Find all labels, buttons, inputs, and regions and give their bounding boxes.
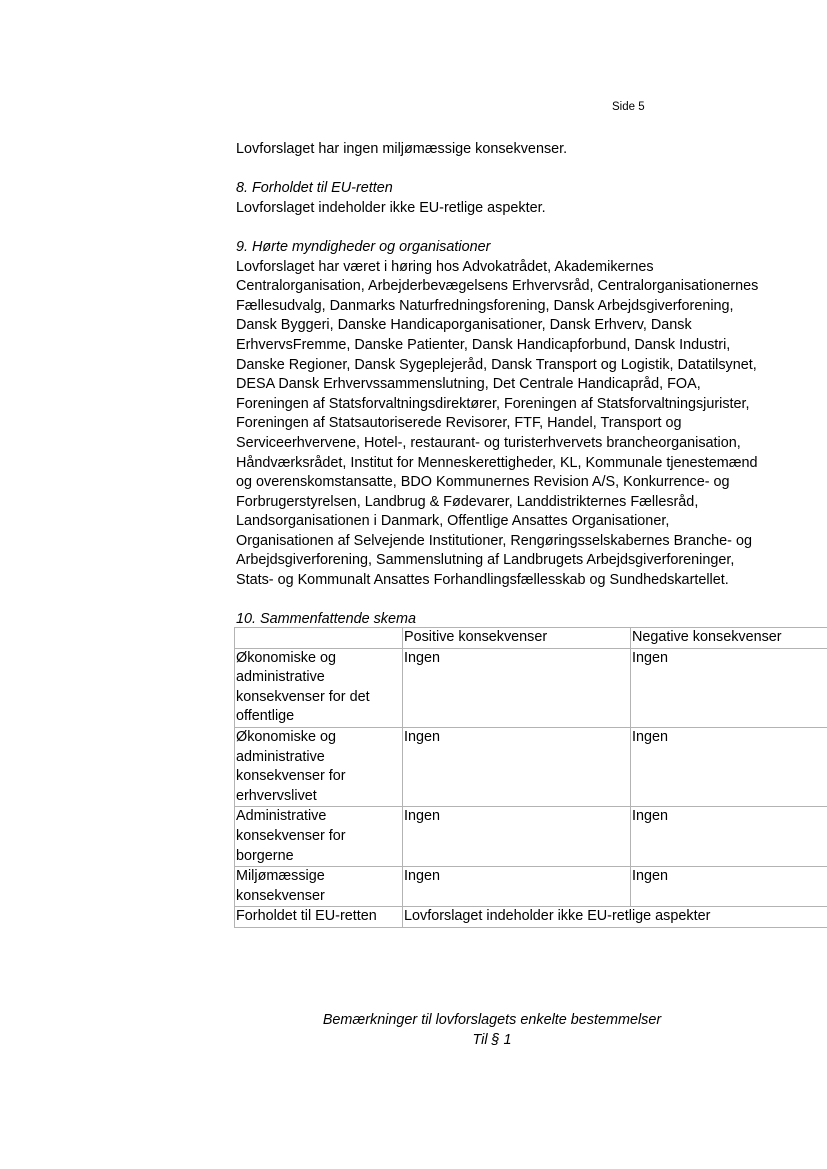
table-row [235,727,827,806]
section-8-heading: 8. Forholdet til EU-retten [236,180,393,197]
section-8-body: Lovforslaget indeholder ikke EU-retlige aspekter. [236,199,546,216]
table-header-row [235,628,827,649]
intro-paragraph: Lovforslaget har ingen miljømæssige konsekvenser. [236,141,568,157]
merged-cell: Lovforslaget indeholder ikke EU-retlige aspekter [403,907,827,928]
row-label-line: erhvervslivet [236,787,317,804]
table-row [235,907,827,928]
negative-cell: Ingen [631,648,827,727]
row-label-line: Økonomiske og [236,649,336,666]
document-body [236,140,816,630]
footer-heading-block [236,1011,748,1050]
footer-title: Bemærkninger til lovforslagets enkelte bestemmelser [322,1012,662,1028]
text-line: Håndværksrådet, Institut for Menneskerettigheder, KL, Kommunale tjenestemænd [236,454,758,471]
row-label-line: Miljømæssige [236,868,325,885]
text-line: Organisationen af Selvejende Institutioner, Rengøringsselskabernes Branche- og [236,532,752,549]
row-label-line: administrative [236,669,325,686]
text-line: Foreningen af Statsforvaltningsdirektører, Foreningen af Statsforvaltningsjurister, [236,395,750,412]
section-9-body [236,258,816,591]
section-9-heading: 9. Hørte myndigheder og organisationer [236,238,491,255]
text-line: Landsorganisationen i Danmark, Offentlige Ansattes Organisationer, [236,513,670,530]
text-line: Stats- og Kommunalt Ansattes Forhandlingsfællesskab og Sundhedskartellet. [236,572,729,589]
negative-cell: Ingen [631,807,827,867]
row-label-cell [235,907,403,928]
page-number: Side 5 [612,101,645,113]
row-label-cell [235,727,403,806]
text-line: ErhvervsFremme, Danske Patienter, Dansk Handicapforbund, Dansk Industri, [236,336,731,353]
row-label-cell [235,807,403,867]
text-line: Danske Regioner, Dansk Sygeplejeråd, Dansk Transport og Logistik, Datatilsynet, [236,356,757,373]
table-row [235,807,827,867]
row-label-line: konsekvenser for det [236,688,370,705]
row-label-cell [235,867,403,907]
row-label-line: Administrative [236,808,327,825]
header-cell-negative: Negative konsekvenser [631,628,827,649]
row-label-line: administrative [236,748,325,765]
header-cell-empty [235,628,403,649]
positive-cell: Ingen [403,648,631,727]
negative-cell: Ingen [631,727,827,806]
text-line: Fællesudvalg, Danmarks Naturfredningsforening, Dansk Arbejdsgiverforening, [236,297,734,314]
text-line: og overenskomstansatte, BDO Kommunernes Revision A/S, Konkurrence- og [236,474,730,491]
row-label-line: konsekvenser for [236,768,346,785]
table-row [235,648,827,727]
row-label-line: offentlige [236,708,295,725]
text-line: Centralorganisation, Arbejderbevægelsens Erhvervsråd, Centralorganisationernes [236,278,759,295]
table-row [235,867,827,907]
text-line: Arbejdsgiverforening, Sammenslutning af Landbrugets Arbejdsgiverforeninger, [236,552,735,569]
row-label-cell [235,648,403,727]
text-line: Dansk Byggeri, Danske Handicaporganisationer, Dansk Erhverv, Dansk [236,317,692,334]
text-line: Serviceerhvervene, Hotel-, restaurant- og turisterhvervets brancheorganisation, [236,434,741,451]
text-line: Foreningen af Statsautoriserede Revisorer, FTF, Handel, Transport og [236,415,682,432]
text-line: Lovforslaget har været i høring hos Advokatrådet, Akademikernes [236,258,654,275]
text-line: DESA Dansk Erhvervssammenslutning, Det Centrale Handicapråd, FOA, [236,376,701,393]
negative-cell: Ingen [631,867,827,907]
text-line: Forbrugerstyrelsen, Landbrug & Fødevarer, Landdistrikternes Fællesråd, [236,493,699,510]
positive-cell: Ingen [403,727,631,806]
row-label-line: Forholdet til EU-retten [236,908,377,925]
row-label-line: Økonomiske og [236,728,336,745]
positive-cell: Ingen [403,807,631,867]
summary-table [234,627,827,928]
header-cell-positive: Positive konsekvenser [403,628,631,649]
row-label-line: konsekvenser for borgerne [236,827,346,864]
section-10-heading: 10. Sammenfattende skema [236,611,416,628]
positive-cell: Ingen [403,867,631,907]
footer-subtitle: Til § 1 [472,1031,512,1048]
row-label-line: konsekvenser [236,887,325,904]
